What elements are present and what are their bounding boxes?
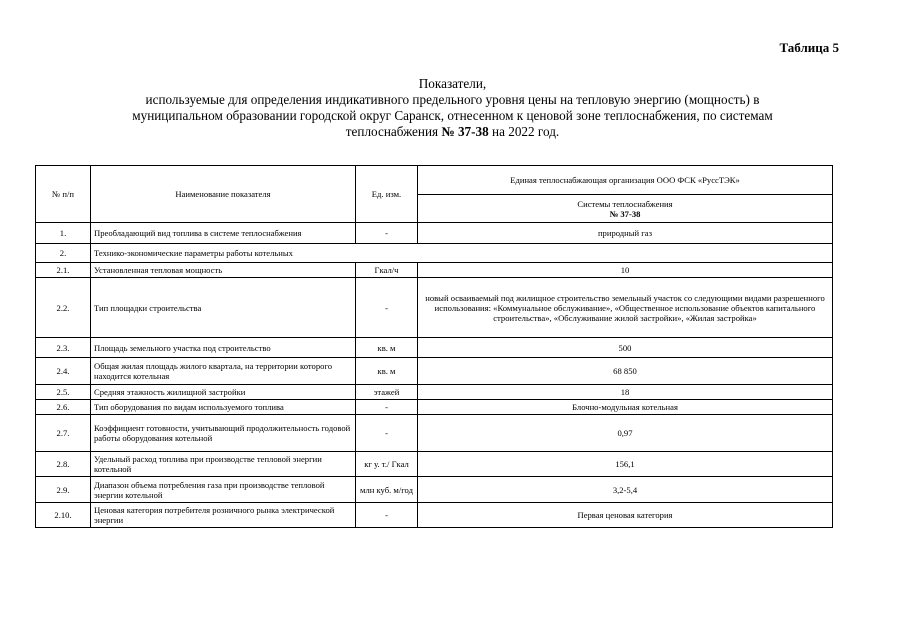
header-name: Наименование показателя — [91, 166, 356, 223]
row-value: Первая ценовая категория — [418, 503, 833, 528]
row-unit: кв. м — [356, 358, 418, 385]
table-row — [36, 385, 833, 400]
heading-system-number: № 37-38 — [441, 124, 489, 139]
table-row — [36, 503, 833, 528]
row-number: 2.7. — [36, 415, 91, 452]
heading-line-1: Показатели, — [418, 76, 487, 91]
table-row — [36, 477, 833, 503]
row-number: 2.1. — [36, 263, 91, 278]
table-row — [36, 415, 833, 452]
table-row — [36, 278, 833, 338]
row-name: Площадь земельного участка под строительство — [91, 338, 356, 358]
row-name: Ценовая категория потребителя розничного рынка электрической энергии — [91, 503, 356, 528]
row-value: 18 — [418, 385, 833, 400]
row-unit: - — [356, 223, 418, 244]
heading-line-4-prefix: теплоснабжения — [345, 124, 439, 139]
section-row — [36, 244, 833, 263]
row-unit: - — [356, 503, 418, 528]
row-name: Коэффициент готовности, учитывающий продолжительность годовой работы оборудования котельной — [91, 415, 356, 452]
header-organization: Единая теплоснабжающая организация ООО ФСК «РуссТЭК» — [418, 166, 833, 195]
row-number: 2.5. — [36, 385, 91, 400]
heading-line-3: муниципальном образовании городской округ Саранск, отнесенном к ценовой зоне теплоснабжения, по системам — [132, 108, 773, 123]
row-name: Удельный расход топлива при производстве тепловой энергии котельной — [91, 452, 356, 477]
row-unit: кг у. т./ Гкал — [356, 452, 418, 477]
row-unit: - — [356, 415, 418, 452]
row-value: природный газ — [418, 223, 833, 244]
row-value: 0,97 — [418, 415, 833, 452]
row-unit: - — [356, 278, 418, 338]
row-value: 3,2-5,4 — [418, 477, 833, 503]
row-name: Тип оборудования по видам используемого топлива — [91, 400, 356, 415]
table-row — [36, 223, 833, 244]
heading-line-4-suffix: на 2022 год. — [492, 124, 560, 139]
header-systems-number: № 37-38 — [609, 208, 641, 219]
table-row — [36, 452, 833, 477]
header-systems-label: Системы теплоснабжения — [577, 198, 673, 209]
table-header-row — [36, 166, 833, 195]
row-unit: Гкал/ч — [356, 263, 418, 278]
row-value: 500 — [418, 338, 833, 358]
row-value: 10 — [418, 263, 833, 278]
row-name: Преобладающий вид топлива в системе теплоснабжения — [91, 223, 356, 244]
heading-line-2: используемые для определения индикативного предельного уровня цены на тепловую энергию (мощность) в — [145, 92, 760, 107]
table-row — [36, 358, 833, 385]
row-unit: - — [356, 400, 418, 415]
row-number: 2.2. — [36, 278, 91, 338]
row-unit: кв. м — [356, 338, 418, 358]
heading-line-4 — [60, 124, 845, 140]
document-heading — [60, 76, 845, 140]
row-number: 2.8. — [36, 452, 91, 477]
row-value: новый осваиваемый под жилищное строительство земельный участок со следующими видами разрешенного использования: «Коммунальное обслуживание», «Общественное использование объектов капитального строительства», «Обслуживание жилой застройки», «Жилая застройка» — [418, 278, 833, 338]
row-number: 2.3. — [36, 338, 91, 358]
indicators-table — [35, 165, 833, 528]
header-number: № п/п — [36, 166, 91, 223]
table-row — [36, 400, 833, 415]
row-name: Тип площадки строительства — [91, 278, 356, 338]
row-name: Общая жилая площадь жилого квартала, на территории которого находится котельная — [91, 358, 356, 385]
row-value: 156,1 — [418, 452, 833, 477]
section-title: Технико-экономические параметры работы котельных — [91, 244, 833, 263]
row-value: Блочно-модульная котельная — [418, 400, 833, 415]
row-number: 2.4. — [36, 358, 91, 385]
row-unit: млн куб. м/год — [356, 477, 418, 503]
section-number: 2. — [36, 244, 91, 263]
row-number: 2.10. — [36, 503, 91, 528]
table-label: Таблица 5 — [779, 40, 839, 55]
table-row — [36, 338, 833, 358]
row-name: Средняя этажность жилищной застройки — [91, 385, 356, 400]
row-unit: этажей — [356, 385, 418, 400]
row-name: Диапазон объема потребления газа при производстве тепловой энергии котельной — [91, 477, 356, 503]
table-row — [36, 263, 833, 278]
header-systems — [418, 195, 833, 223]
row-number: 2.6. — [36, 400, 91, 415]
header-unit: Ед. изм. — [356, 166, 418, 223]
row-number: 2.9. — [36, 477, 91, 503]
row-value: 68 850 — [418, 358, 833, 385]
row-name: Установленная тепловая мощность — [91, 263, 356, 278]
row-number: 1. — [36, 223, 91, 244]
